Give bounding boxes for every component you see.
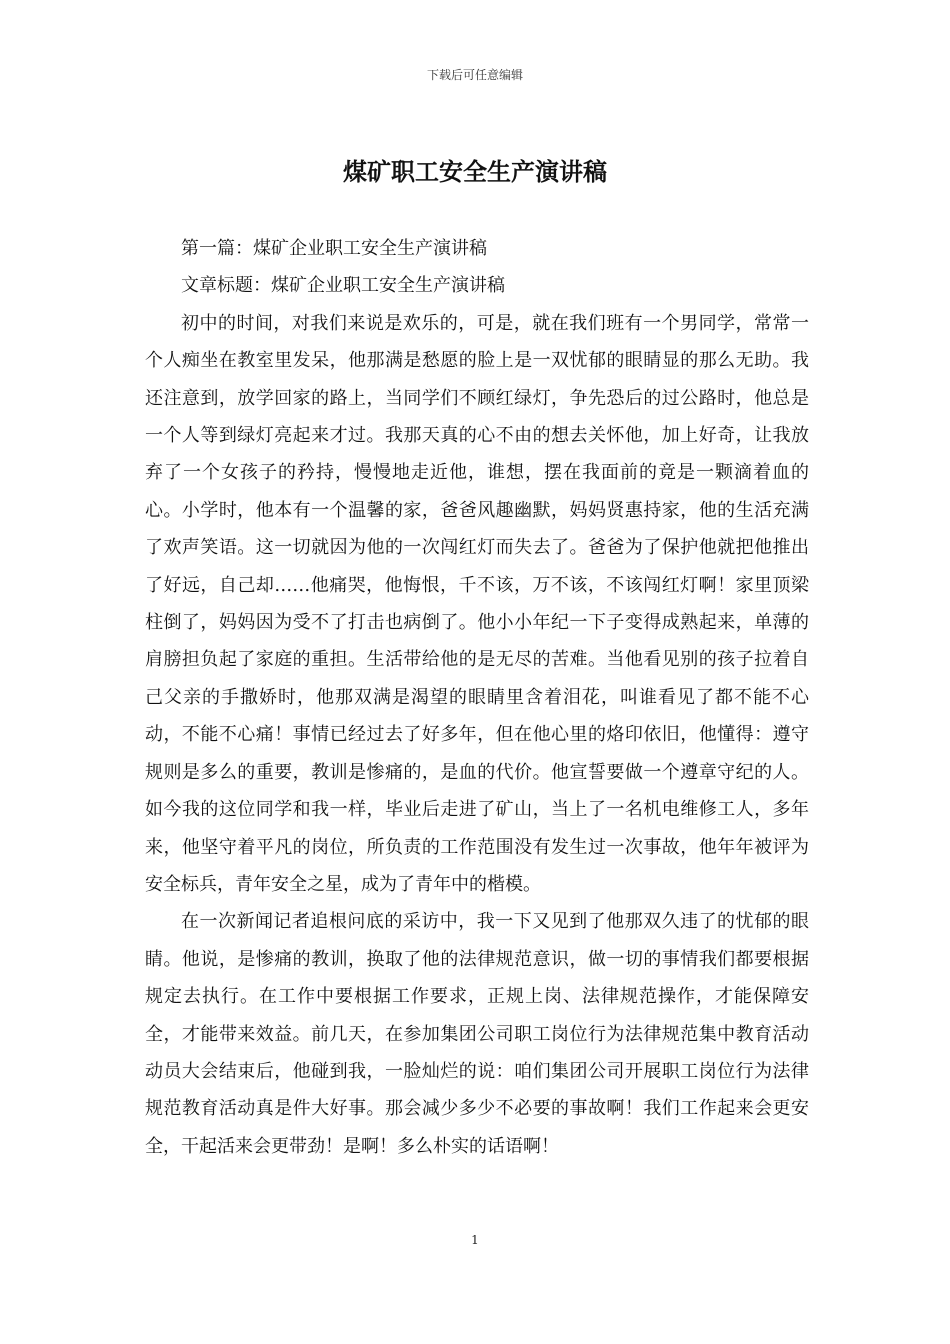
paragraph-article-title: 文章标题：煤矿企业职工安全生产演讲稿 [181,275,505,297]
paragraph-story: 初中的时间，对我们来说是欢乐的，可是，就在我们班有一个男同学，常常一个人痴坐在教室里发呆，他那满是愁愿的脸上是一双忧郁的眼睛显的那么无助。我还注意到，放学回家的路上，当同学们不顾红绿灯，争先恐后的过公路时，他总是一个人等到绿灯亮起来才过。我那天真的心不由的想去关怀他，加上好奇，让我放弃了一个女孩子的矜持，慢慢地走近他，谁想，摆在我面前的竟是一颗滴着血的心。小学时，他本有一个温馨的家，爸爸风趣幽默，妈妈贤惠持家，他的生活充满了欢声笑语。这一切就因为他的一次闯红灯而失去了。爸爸为了保护他就把他推出了好远，自己却……他痛哭，他悔恨，千不该，万不该，不该闯红灯啊！家里顶梁柱倒了，妈妈因为受不了打击也病倒了。他小小年纪一下子变得成熟起来，单薄的肩膀担负起了家庭的重担。生活带给他的是无尽的苦难。当他看见别的孩子拉着自己父亲的手撒娇时，他那双满是渴望的眼睛里含着泪花，叫谁看见了都不能不心动，不能不心痛！事情已经过去了好多年，但在他心里的烙印依旧，他懂得：遵守规则是多么的重要，教训是惨痛的，是血的代价。他宣誓要做一个遵章守纪的人。如今我的这位同学和我一样，毕业后走进了矿山，当上了一名机电维修工人，多年来，他坚守着平凡的岗位，所负责的工作范围没有发生过一次事故，他年年被评为安全标兵，青年安全之星，成为了青年中的楷模。 [145,312,809,895]
document-body [145,230,809,1165]
paragraph-part-heading: 第一篇：煤矿企业职工安全生产演讲稿 [181,238,487,259]
document-title: 煤矿职工安全生产演讲稿 [343,157,607,186]
paragraph-interview: 在一次新闻记者追根问底的采访中，我一下又见到了他那双久违了的忧郁的眼睛。他说，是惨痛的教训，换取了他的法律规范意识，做一切的事情我们都要根据规定去执行。在工作中要根据工作要求，正规上岗、法律规范操作，才能保障安全，才能带来效益。前几天，在参加集团公司职工岗位行为法律规范集中教育活动动员大会结束后，他碰到我，一脸灿烂的说：咱们集团公司开展职工岗位行为法律规范教育活动真是件大好事。那会减少多少不必要的事故啊！我们工作起来会更安全，干起活来会更带劲！是啊！多么朴实的话语啊！ [145,911,809,1157]
page-number: 1 [471,1233,479,1247]
header-note: 下载后可任意编辑 [426,68,523,82]
